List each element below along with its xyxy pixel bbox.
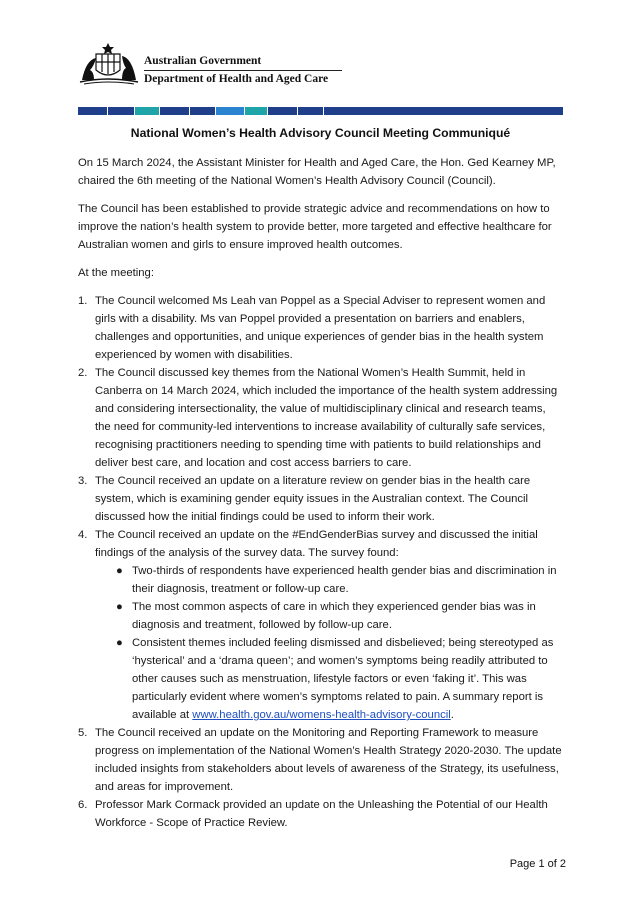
stripe-segment bbox=[108, 107, 134, 115]
stripe-segment bbox=[135, 107, 159, 115]
item-text: The Council received an update on a literature review on gender bias in the health care system, which is examining gender equity issues in the Australian context. The Council discussed how the initial findings could be used to inform their work. bbox=[95, 475, 531, 523]
bullet-item bbox=[95, 598, 563, 634]
list-item bbox=[78, 526, 563, 724]
item-number: 2. bbox=[78, 367, 88, 379]
stripe-segment bbox=[78, 107, 107, 115]
bullet-icon: ● bbox=[116, 601, 123, 613]
stripe-segment bbox=[245, 107, 267, 115]
bullet-icon: ● bbox=[116, 637, 123, 649]
council-purpose-paragraph: The Council has been established to provide strategic advice and recommendations on how to improve the nation’s health system to provide better, more targeted and effective healthcare for Australian women and girls to ensure improved health outcomes. bbox=[78, 203, 552, 251]
bullet-text: Two-thirds of respondents have experienced health gender bias and discrimination in their diagnosis, treatment or follow-up care. bbox=[132, 565, 557, 595]
item-text: The Council received an update on the Monitoring and Reporting Framework to measure progress on implementation of the National Women’s Health Strategy 2020-2030. The update included insights from stakeholders about levels of awareness of the Strategy, its usefulness, and areas for improvement. bbox=[95, 727, 562, 793]
bullet-end: . bbox=[450, 709, 454, 721]
stripe-segment bbox=[268, 107, 297, 115]
stripe-segment bbox=[160, 107, 189, 115]
item-number: 5. bbox=[78, 727, 88, 739]
bullet-item bbox=[95, 562, 563, 598]
list-item bbox=[78, 472, 563, 526]
list-item bbox=[78, 724, 563, 796]
document-title: National Women’s Health Advisory Council Meeting Communiqué bbox=[130, 126, 511, 140]
list-item bbox=[78, 364, 563, 472]
page-number: Page 1 of 2 bbox=[509, 858, 566, 870]
bullet-icon: ● bbox=[116, 565, 123, 577]
item-number: 6. bbox=[78, 799, 88, 811]
item-number: 1. bbox=[78, 295, 88, 307]
survey-findings-list bbox=[95, 562, 563, 724]
government-header bbox=[78, 40, 378, 90]
department-name: Department of Health and Aged Care bbox=[144, 73, 329, 85]
meeting-lead-in: At the meeting: bbox=[78, 267, 154, 279]
stripe-segment bbox=[298, 107, 324, 115]
bullet-text: The most common aspects of care in which they experienced gender bias was in diagnosis and treatment, followed by follow-up care. bbox=[132, 601, 536, 631]
item-text: The Council discussed key themes from the National Women’s Health Summit, held in Canberra on 14 March 2024, which included the importance of the health system addressing and considering intersectionality, the value of multidisciplinary clinical and research teams, the need for community-led interventions to increase availability of culturally safe services, recognising practitioners needing to spending time with patients to build relationships and deliver best care, and location and cost access barriers to care. bbox=[95, 367, 558, 469]
header-divider bbox=[144, 70, 342, 71]
meeting-items-list bbox=[78, 292, 563, 832]
advisory-council-link[interactable]: www.health.gov.au/womens-health-advisory-council bbox=[192, 709, 451, 721]
item-number: 3. bbox=[78, 475, 88, 487]
list-item bbox=[78, 796, 563, 832]
list-item bbox=[78, 292, 563, 364]
bullet-text: Consistent themes included feeling dismissed and disbelieved; being stereotyped as ‘hysterical’ and a ‘drama queen’; and women’s symptoms being readily attributed to other causes such as menstruation, lifestyle factors or even ‘faking it’. This was particularly evident where women’s symptoms related to pain. A summary report is available at bbox=[132, 637, 554, 721]
stripe-segment bbox=[216, 107, 243, 115]
intro-paragraph: On 15 March 2024, the Assistant Minister for Health and Aged Care, the Hon. Ged Kearney MP, chaired the 6th meeting of the National Women’s Health Advisory Council (Council). bbox=[78, 157, 556, 187]
coat-of-arms-logo bbox=[78, 40, 140, 86]
bullet-item bbox=[95, 634, 563, 724]
item-text: The Council received an update on the #EndGenderBias survey and discussed the initial findings of the analysis of the survey data. The survey found: bbox=[95, 529, 538, 559]
decorative-color-stripe bbox=[78, 107, 563, 115]
item-text: Professor Mark Cormack provided an update on the Unleashing the Potential of our Health Workforce - Scope of Practice Review. bbox=[95, 799, 548, 829]
stripe-segment bbox=[190, 107, 216, 115]
item-number: 4. bbox=[78, 529, 88, 541]
document-body bbox=[78, 154, 563, 832]
government-name: Australian Government bbox=[144, 55, 262, 67]
stripe-segment bbox=[324, 107, 562, 115]
item-text: The Council welcomed Ms Leah van Poppel as a Special Adviser to represent women and girls with a disability. Ms van Poppel provided a presentation on barriers and enablers, challenges and opportunities, and unique experiences of gender bias in the health system experienced by women with disabilities. bbox=[95, 295, 546, 361]
